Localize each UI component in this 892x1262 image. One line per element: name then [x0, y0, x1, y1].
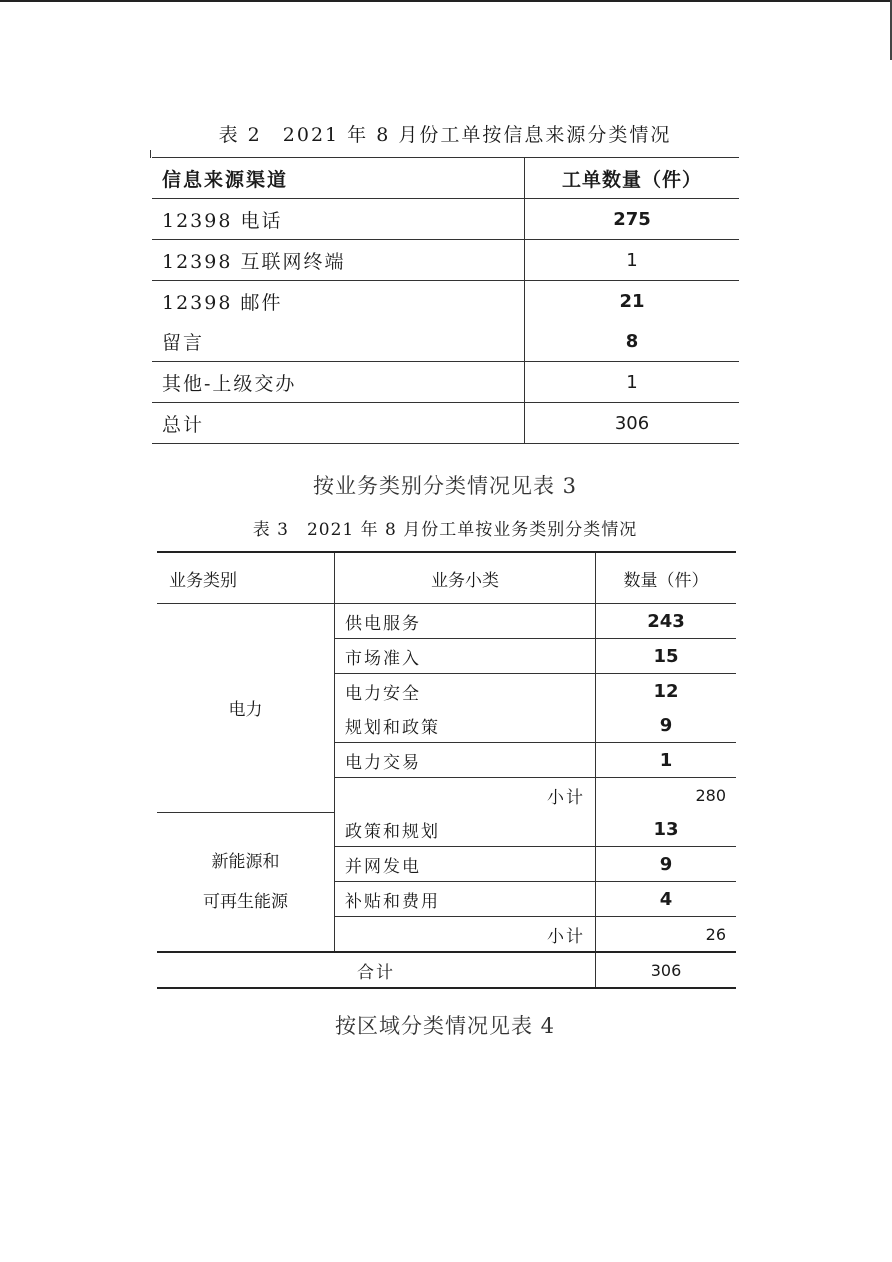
- quantity-cell: 15: [596, 639, 737, 674]
- source-cell: 12398 电话: [152, 199, 525, 240]
- subcategory-cell: 政策和规划: [335, 812, 596, 847]
- table-row: [152, 321, 739, 362]
- subcategory-cell: 供电服务: [335, 604, 596, 639]
- count-cell: 1: [525, 362, 740, 403]
- source-cell: 留言: [152, 321, 525, 362]
- table-corner-mark: [150, 150, 151, 158]
- subcategory-cell: 补贴和费用: [335, 882, 596, 917]
- paragraph-table3-intro: 按业务类别分类情况见表 3: [312, 474, 578, 498]
- header-category: 业务类别: [157, 552, 335, 604]
- header-subcategory: 业务小类: [335, 552, 596, 604]
- table2-caption: 表 2 2021 年 8 月份工单按信息来源分类情况: [218, 124, 672, 146]
- source-cell: 12398 互联网终端: [152, 240, 525, 281]
- table-header-row: [152, 158, 739, 199]
- count-cell: 275: [525, 199, 740, 240]
- quantity-cell: 9: [596, 708, 737, 743]
- table2-source-breakdown: [152, 157, 739, 444]
- subcategory-cell: 电力交易: [335, 743, 596, 778]
- table-row: [157, 812, 736, 847]
- quantity-cell: 9: [596, 847, 737, 882]
- total-value-cell: 306: [596, 952, 737, 988]
- subcategory-cell: 市场准入: [335, 639, 596, 674]
- count-cell: 8: [525, 321, 740, 362]
- table-row: [152, 199, 739, 240]
- subtotal-value: 280: [596, 778, 737, 813]
- subcategory-cell: 电力安全: [335, 674, 596, 709]
- table-total-row: [152, 403, 739, 444]
- quantity-cell: 12: [596, 674, 737, 709]
- subtotal-value: 26: [596, 917, 737, 953]
- subcategory-cell: 并网发电: [335, 847, 596, 882]
- table3-caption: 表 3 2021 年 8 月份工单按业务类别分类情况: [252, 520, 638, 540]
- subtotal-label: 小计: [335, 917, 596, 953]
- paragraph-table4-intro: 按区域分类情况见表 4: [334, 1014, 556, 1038]
- total-label-cell: 合计: [157, 952, 596, 988]
- quantity-cell: 4: [596, 882, 737, 917]
- header-source: 信息来源渠道: [152, 158, 525, 199]
- subtotal-label: 小计: [335, 778, 596, 813]
- category-label-line1: 新能源和: [211, 851, 280, 872]
- table-row: [157, 604, 736, 639]
- subcategory-cell: 规划和政策: [335, 708, 596, 743]
- total-count-cell: 306: [525, 403, 740, 444]
- category-cell-power: 电力: [157, 604, 335, 813]
- category-cell-renewable: [157, 812, 335, 952]
- quantity-cell: 1: [596, 743, 737, 778]
- count-cell: 21: [525, 281, 740, 322]
- source-cell: 12398 邮件: [152, 281, 525, 322]
- table-row: [152, 281, 739, 322]
- total-label-cell: 总计: [152, 403, 525, 444]
- table-header-row: [157, 552, 736, 604]
- table-row: [152, 362, 739, 403]
- table-total-row: [157, 952, 736, 988]
- page-top-border: [0, 0, 892, 2]
- category-label-line2: 可再生能源: [203, 891, 288, 912]
- table3-category-breakdown: [157, 551, 736, 989]
- source-cell: 其他-上级交办: [152, 362, 525, 403]
- quantity-cell: 243: [596, 604, 737, 639]
- count-cell: 1: [525, 240, 740, 281]
- table-row: [152, 240, 739, 281]
- header-quantity: 数量（件）: [596, 552, 737, 604]
- header-count: 工单数量（件）: [525, 158, 740, 199]
- quantity-cell: 13: [596, 812, 737, 847]
